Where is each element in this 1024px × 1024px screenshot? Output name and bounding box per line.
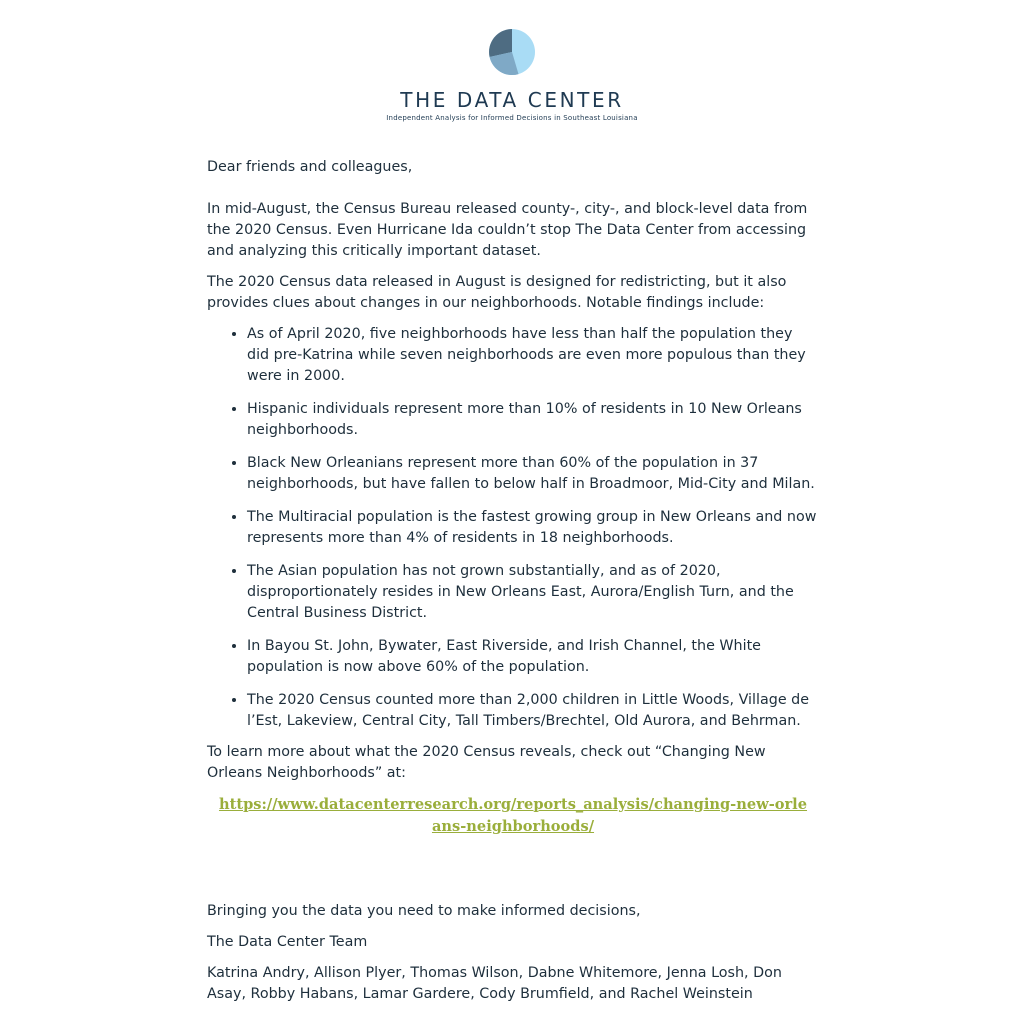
email-header — [0, 28, 1024, 123]
pie-chart-logo-icon — [488, 28, 536, 76]
report-link-wrapper — [207, 794, 819, 838]
signoff: The Data Center Team — [207, 934, 368, 950]
greeting: Dear friends and colleagues, — [207, 159, 413, 175]
staff-names: Katrina Andry, Allison Plyer, Thomas Wilson, Dabne Whitemore, Jenna Losh, Don Asay, Robby Habans, Lamar Gardere, Cody Brumfield, and Rachel Weinstein — [207, 965, 782, 1002]
finding-item: • In Bayou St. John, Bywater, East Riverside, and Irish Channel, the White population is now above 60% of the population. — [247, 636, 819, 678]
brand-tagline: Independent Analysis for Informed Decisions in Southeast Louisiana — [386, 114, 638, 122]
letter-body — [207, 157, 819, 1005]
brand-name: THE DATA CENTER — [400, 88, 624, 112]
lead-paragraph: The 2020 Census data released in August is designed for redistricting, but it also provides clues about changes in our neighborhoods. Notable findings include: — [207, 274, 787, 311]
findings-list — [207, 324, 819, 732]
finding-item: • Hispanic individuals represent more than 10% of residents in 10 New Orleans neighborhoods. — [247, 399, 819, 441]
intro-paragraph: In mid-August, the Census Bureau released county-, city-, and block-level data from the 2020 Census. Even Hurricane Ida couldn’t stop The Data Center from accessing and analyzing this critically important dataset. — [207, 201, 808, 259]
finding-item: • Black New Orleanians represent more than 60% of the population in 37 neighborhoods, but have fallen to below half in Broadmoor, Mid-City and Milan. — [247, 453, 819, 495]
finding-item: • The 2020 Census counted more than 2,000 children in Little Woods, Village de l’Est, Lakeview, Central City, Tall Timbers/Brechtel, Old Aurora, and Behrman. — [247, 690, 819, 732]
closing-line: Bringing you the data you need to make informed decisions, — [207, 903, 641, 919]
learn-more-paragraph: To learn more about what the 2020 Census reveals, check out “Changing New Orleans Neighborhoods” at: — [207, 744, 766, 781]
finding-item: • The Multiracial population is the fastest growing group in New Orleans and now represents more than 4% of residents in 18 neighborhoods. — [247, 507, 819, 549]
report-link[interactable]: https://www.datacenterresearch.org/reports_analysis/changing-new-orleans-neighborhoods/ — [218, 796, 808, 835]
finding-item: • The Asian population has not grown substantially, and as of 2020, disproportionately resides in New Orleans East, Aurora/English Turn, and the Central Business District. — [247, 561, 819, 624]
finding-item: • As of April 2020, five neighborhoods have less than half the population they did pre-Katrina while seven neighborhoods are even more populous than they were in 2000. — [247, 324, 819, 387]
